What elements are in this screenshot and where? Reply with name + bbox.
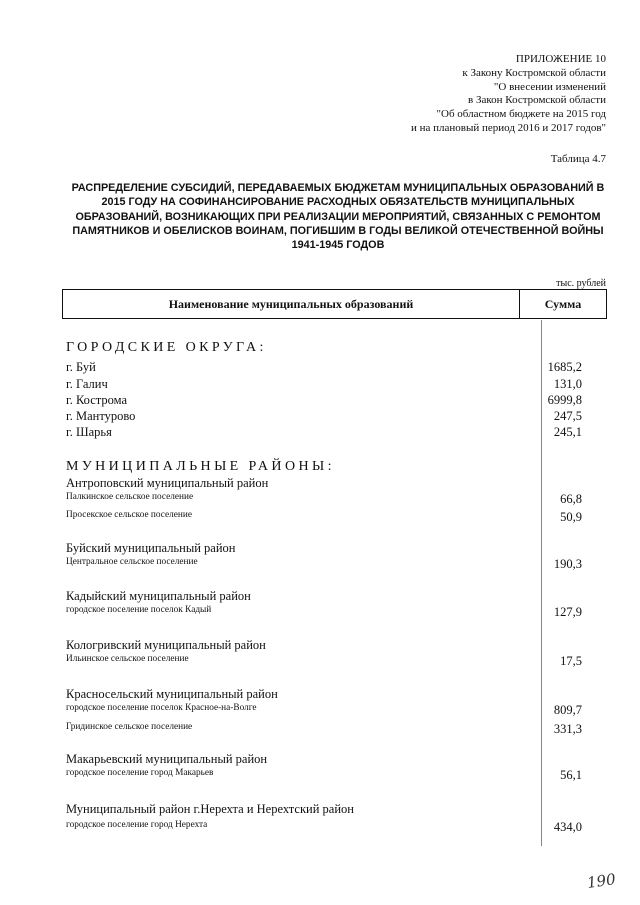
row-name: городское поселение поселок Кадый xyxy=(66,605,212,615)
section-heading-cities: ГОРОДСКИЕ ОКРУГА: xyxy=(66,340,267,355)
appendix-line: и на плановый период 2016 и 2017 годов" xyxy=(410,121,606,134)
title-line: ПАМЯТНИКОВ И ОБЕЛИСКОВ ВОИНАМ, ПОГИБШИМ В ГОДЫ ВЕЛИКОЙ ОТЕЧЕСТВЕННОЙ ВОЙНЫ xyxy=(72,224,604,237)
title-line: ОБРАЗОВАНИЙ, ВОЗНИКАЮЩИХ ПРИ РЕАЛИЗАЦИИ МЕРОПРИЯТИЙ, СВЯЗАННЫХ С РЕМОНТОМ xyxy=(75,210,601,223)
title-line: 1941-1945 ГОДОВ xyxy=(291,239,385,252)
document-title xyxy=(58,181,618,252)
district-name: Муниципальный район г.Нерехта и Нерехтский район xyxy=(66,802,354,816)
district-name: Буйский муниципальный район xyxy=(66,541,236,555)
row-sum: 56,1 xyxy=(560,768,582,782)
row-sum: 434,0 xyxy=(553,820,582,834)
appendix-line: в Закон Костромской области xyxy=(468,94,606,107)
sum-column-divider xyxy=(541,320,542,846)
row-sum: 245,1 xyxy=(553,425,582,439)
district-name: Кадыйский муниципальный район xyxy=(66,589,251,603)
row-sum: 127,9 xyxy=(553,605,582,619)
table-header xyxy=(62,289,607,319)
row-sum: 190,3 xyxy=(553,557,582,571)
row-name: г. Буй xyxy=(66,360,96,374)
row-name: г. Галич xyxy=(66,377,108,391)
row-name: Центральное сельское поселение xyxy=(66,557,198,567)
row-sum: 247,5 xyxy=(553,409,582,423)
units-label: тыс. рублей xyxy=(556,278,606,289)
header-sum-cell: Сумма xyxy=(544,296,582,311)
row-name: Гридинское сельское поселение xyxy=(66,722,193,732)
row-sum: 50,9 xyxy=(560,510,582,524)
title-line: 2015 ГОДУ НА СОФИНАНСИРОВАНИЕ РАСХОДНЫХ ОБЯЗАТЕЛЬСТВ МУНИЦИПАЛЬНЫХ xyxy=(101,196,575,209)
title-line: РАСПРЕДЕЛЕНИЕ СУБСИДИЙ, ПЕРЕДАВАЕМЫХ БЮДЖЕТАМ МУНИЦИПАЛЬНЫХ ОБРАЗОВАНИЙ В xyxy=(71,182,605,194)
handwritten-page-number: 190 xyxy=(586,870,618,892)
row-name: городское поселение город Макарьев xyxy=(66,768,214,778)
row-name: городское поселение город Нерехта xyxy=(66,820,208,830)
row-name: Просекское сельское поселение xyxy=(66,510,192,520)
row-sum: 809,7 xyxy=(553,703,582,717)
appendix-line: к Закону Костромской области xyxy=(462,66,606,79)
appendix-line: "Об областном бюджете на 2015 год xyxy=(436,108,606,121)
appendix-line: ПРИЛОЖЕНИЕ 10 xyxy=(515,53,606,65)
district-name: Антроповский муниципальный район xyxy=(66,476,269,490)
district-name: Красносельский муниципальный район xyxy=(66,687,278,701)
row-sum: 131,0 xyxy=(553,377,582,391)
row-name: Ильинское сельское поселение xyxy=(66,654,189,664)
appendix-reference xyxy=(411,53,606,136)
row-name: Палкинское сельское поселение xyxy=(66,492,194,502)
section-heading-districts: МУНИЦИПАЛЬНЫЕ РАЙОНЫ: xyxy=(66,459,335,474)
row-name: г. Мантурово xyxy=(66,409,136,423)
district-name: Кологривский муниципальный район xyxy=(66,638,266,652)
appendix-line: "О внесении изменений xyxy=(493,80,606,93)
table-number: Таблица 4.7 xyxy=(550,153,606,165)
district-name: Макарьевский муниципальный район xyxy=(66,752,268,766)
row-sum: 17,5 xyxy=(560,654,582,668)
row-name: г. Шарья xyxy=(66,425,112,439)
row-sum: 66,8 xyxy=(560,492,582,506)
header-name-cell: Наименование муниципальных образований xyxy=(63,290,520,318)
row-sum: 331,3 xyxy=(553,722,582,736)
row-name: г. Кострома xyxy=(66,393,128,407)
row-sum: 6999,8 xyxy=(547,393,582,407)
row-sum: 1685,2 xyxy=(547,360,582,374)
row-name: городское поселение поселок Красное-на-Волге xyxy=(66,703,257,713)
